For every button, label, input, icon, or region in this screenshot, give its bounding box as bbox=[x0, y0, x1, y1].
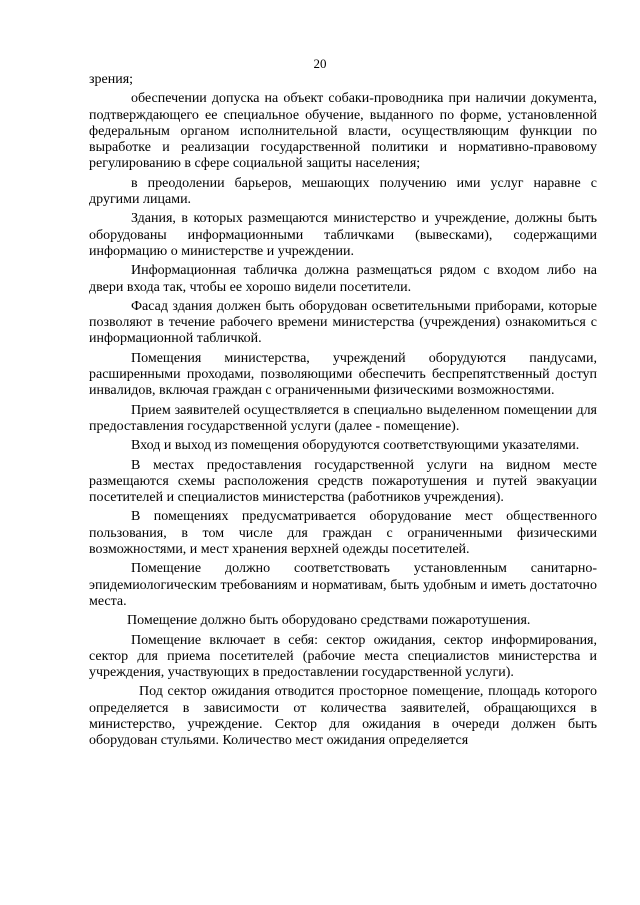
paragraph-building-signs: Здания, в которых размещаются министерство и учреждение, должны быть оборудованы информационными табличками (вывесками), содержащими информацию о министерстве и учреждении. bbox=[89, 211, 597, 259]
body-text bbox=[89, 72, 597, 750]
paragraph-room-sectors: Помещение включает в себя: сектор ожидания, сектор информирования, сектор для приема посетителей (рабочие места специалистов министерства и учреждения, участвующих в предоставлении государственной услуги). bbox=[89, 632, 597, 681]
paragraph-fire-equipment: Помещение должно быть оборудовано средствами пожаротушения. bbox=[127, 613, 531, 629]
paragraph-facade-lighting: Фасад здания должен быть оборудован осветительными приборами, которые позволяют в течение рабочего времени министерства (учреждения) ознакомиться с информационной табличкой. bbox=[89, 298, 597, 347]
paragraph-public-places: В помещениях предусматривается оборудование мест общественного пользования, в том числе для граждан с ограниченными физическими возможностями, и мест хранения верхней одежды посетителей. bbox=[89, 509, 597, 558]
paragraph-vision-end: зрения; bbox=[89, 72, 134, 87]
paragraph-waiting-sector: Под сектор ожидания отводится просторное помещение, площадь которого определяется в зависимости от количества заявителей, обращающихся в министерство, учреждение. Сектор для ожидания в очереди должен быть оборудован стульями. Количество мест ожидания определяется bbox=[89, 684, 597, 749]
paragraph-barriers: в преодолении барьеров, мешающих получению ими услуг наравне с другими лицами. bbox=[89, 175, 597, 208]
paragraph-reception-room: Прием заявителей осуществляется в специально выделенном помещении для предоставления государственной услуги (далее - помещение). bbox=[89, 402, 597, 434]
paragraph-sanitary: Помещение должно соответствовать установленным санитарно-эпидемиологическим требованиям и нормативам, быть удобным и иметь достаточно места. bbox=[89, 561, 597, 609]
paragraph-fire-evacuation: В местах предоставления государственной услуги на видном месте размещаются схемы расположения средств пожаротушения и путей эвакуации посетителей и специалистов министерства (работников учреждения). bbox=[89, 457, 597, 506]
paragraph-info-plate: Информационная табличка должна размещаться рядом с входом либо на двери входа так, чтобы ее хорошо видели посетители. bbox=[89, 263, 597, 295]
paragraph-guide-dog: обеспечении допуска на объект собаки-проводника при наличии документа, подтверждающего ее специальное обучение, выданного по форме, установленной федеральным органом исполнительной власти, осуществляющим функции по выработке и реализации государственной политики и нормативно-правовому регулированию в сфере социальной защиты населения; bbox=[89, 91, 597, 172]
paragraph-ramps: Помещения министерства, учреждений оборудуются пандусами, расширенными проходами, позволяющими обеспечить беспрепятственный доступ инвалидов, включая граждан с ограниченными физическими возможностями. bbox=[89, 350, 597, 399]
page-number: 20 bbox=[313, 56, 327, 71]
paragraph-entrance-signs: Вход и выход из помещения оборудуются соответствующими указателями. bbox=[131, 438, 580, 454]
